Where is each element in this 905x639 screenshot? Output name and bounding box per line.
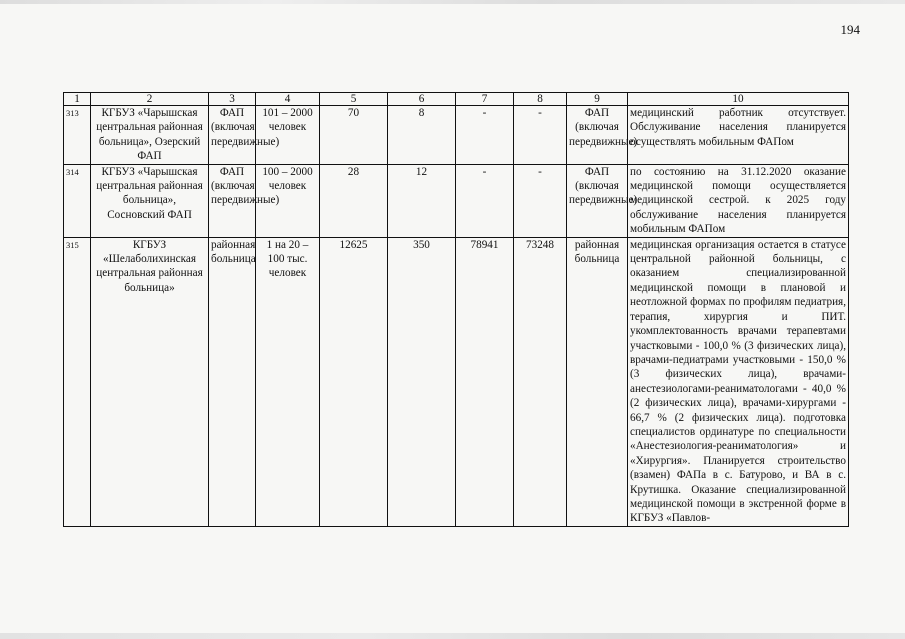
population-range: 101 – 2000 человек xyxy=(256,106,320,165)
facility-name: КГБУЗ «Чарышская центральная районная больница», Озерский ФАП xyxy=(91,106,209,165)
target-type: районная больница xyxy=(567,237,628,526)
column-header: 9 xyxy=(567,93,628,106)
value-col8: 73248 xyxy=(514,237,567,526)
table-row xyxy=(64,106,849,165)
column-header: 8 xyxy=(514,93,567,106)
facility-type: ФАП (включая передвижные) xyxy=(209,164,256,237)
value-col6: 12 xyxy=(388,164,456,237)
sheet-edge-top xyxy=(0,0,905,4)
value-col6: 350 xyxy=(388,237,456,526)
value-col7: - xyxy=(456,164,514,237)
value-col7: 78941 xyxy=(456,237,514,526)
target-type: ФАП (включая передвижные) xyxy=(567,106,628,165)
population-range: 1 на 20 – 100 тыс. человек xyxy=(256,237,320,526)
target-type: ФАП (включая передвижные) xyxy=(567,164,628,237)
value-col8: - xyxy=(514,106,567,165)
population-range: 100 – 2000 человек xyxy=(256,164,320,237)
column-header: 7 xyxy=(456,93,514,106)
value-col8: - xyxy=(514,164,567,237)
value-col5: 28 xyxy=(320,164,388,237)
facility-name: КГБУЗ «Чарышская центральная районная больница», Сосновский ФАП xyxy=(91,164,209,237)
sheet-edge-bottom xyxy=(0,633,905,639)
column-header: 6 xyxy=(388,93,456,106)
column-header: 4 xyxy=(256,93,320,106)
value-col5: 12625 xyxy=(320,237,388,526)
column-header: 3 xyxy=(209,93,256,106)
table-row xyxy=(64,164,849,237)
facility-table xyxy=(63,92,849,527)
facility-type: ФАП (включая передвижные) xyxy=(209,106,256,165)
row-number: 315 xyxy=(64,237,91,526)
value-col6: 8 xyxy=(388,106,456,165)
facility-name: КГБУЗ «Шелаболихинская центральная районная больница» xyxy=(91,237,209,526)
column-header: 5 xyxy=(320,93,388,106)
note-text: по состоянию на 31.12.2020 оказание медицинской помощи осуществляется медицинской сестрой. к 2025 году обслуживание населения планируется мобильным ФАПом xyxy=(628,164,849,237)
row-number: 314 xyxy=(64,164,91,237)
value-col7: - xyxy=(456,106,514,165)
value-col5: 70 xyxy=(320,106,388,165)
facility-type: районная больница xyxy=(209,237,256,526)
column-header: 2 xyxy=(91,93,209,106)
column-header: 10 xyxy=(628,93,849,106)
note-text: медицинская организация остается в статусе центральной районной больницы, с оказанием специализированной медицинской помощи в плановой и неотложной формах по профилям педиатрия, терапия, хирургия и ПИТ. укомплектованность врачами терапевтами участковыми - 100,0 % (3 физических лица), врачами-педиатрами участковыми - 150,0 % (3 физических лица), врачами-анестезиологами-реаниматологами - 40,0 % (2 физических лица), врачами-хирургами - 66,7 % (2 физических лица). подготовка специалистов ординатуре по специальности «Анестезиология-реаниматология» и «Хирургия». Планируется строительство (взамен) ФАПа в с. Батурово, и ВА в с. Крутишка. Оказание специализированной медицинской помощи в экстренной форме в КГБУЗ «Павлов- xyxy=(628,237,849,526)
table-row xyxy=(64,237,849,526)
table-header-row xyxy=(64,93,849,106)
page-number: 194 xyxy=(840,22,860,37)
column-header: 1 xyxy=(64,93,91,106)
note-text: медицинский работник отсутствует. Обслуживание населения планируется осуществлять мобильным ФАПом xyxy=(628,106,849,165)
row-number: 313 xyxy=(64,106,91,165)
